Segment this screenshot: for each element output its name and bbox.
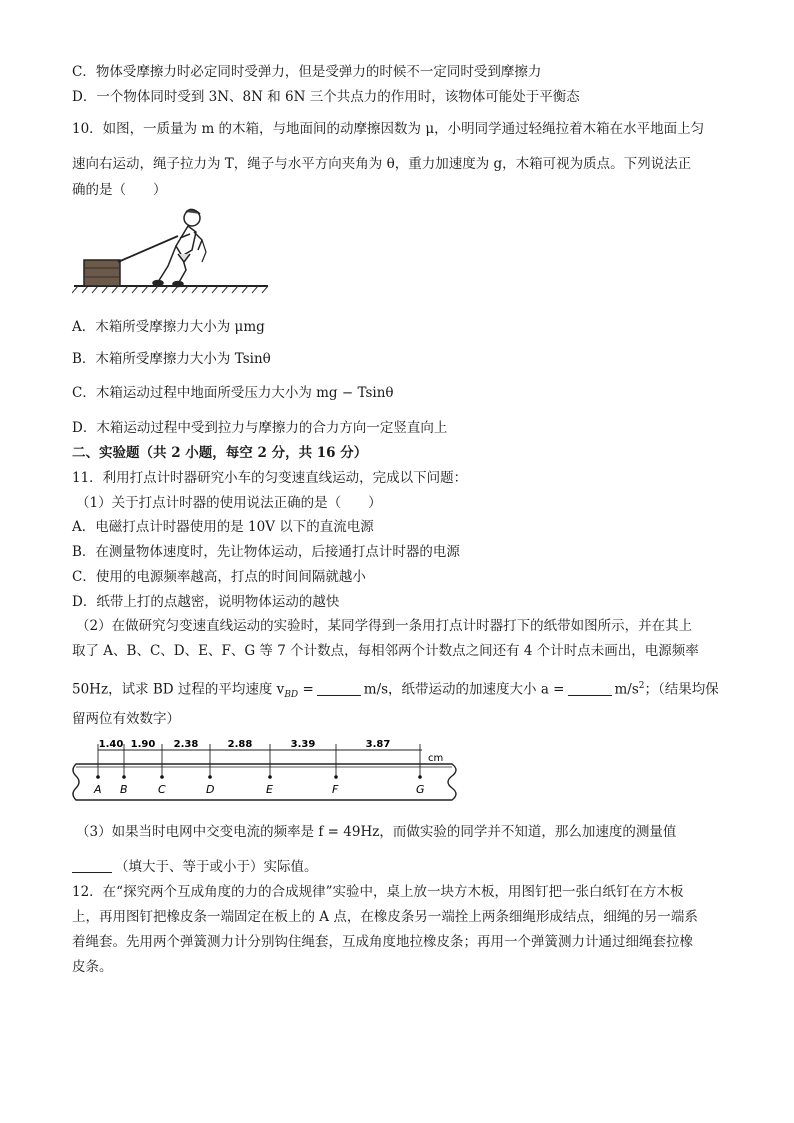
q11-sub2-text-c: m/s，纸带运动的加速度大小 a = (363, 681, 565, 698)
tape-unit-label: cm (428, 753, 444, 764)
q11-sub2-text-b: = (298, 681, 314, 698)
q10-option-a: A．木箱所受摩擦力大小为 μmg (72, 319, 265, 335)
tape-point-label-A: A (94, 783, 102, 796)
boy-figure (153, 209, 206, 286)
q10-stem-line1: 10．如图，一质量为 m 的木箱，与地面间的动摩擦因数为 μ，小明同学通过轻绳拉着木箱在水平地面上匀 (72, 121, 705, 137)
tape-distance-label: 1.40 (98, 739, 124, 750)
tape-point-label-E: E (266, 783, 273, 796)
wooden-box (84, 260, 120, 286)
q11-sub1: （1）关于打点计时器的使用说法正确的是（ ） (76, 495, 382, 511)
acceleration-answer-blank[interactable] (568, 681, 612, 696)
q10-option-d: D．木箱运动过程中受到拉力与摩擦力的合力方向一定竖直向上 (72, 420, 448, 436)
tape-dot-B (122, 775, 126, 779)
tape-dot-C (160, 775, 164, 779)
paper-tape-figure (72, 736, 464, 806)
tape-distance-label: 1.90 (130, 739, 156, 750)
q11-sub2-text-e: ；（结果均保 (644, 681, 719, 698)
rope (118, 236, 178, 262)
tape-point-label-B: B (120, 783, 128, 796)
q11-sub2-line4: 留两位有效数字） (72, 711, 180, 727)
measurement-answer-blank[interactable] (72, 858, 112, 873)
q11-sub1-option-d: D．纸带上打的点越密，说明物体运动的越快 (72, 594, 340, 610)
tape-dot-E (268, 775, 272, 779)
q10-stem-line3: 确的是（ ） (72, 182, 167, 198)
tape-point-label-F: F (332, 783, 339, 796)
unit-superscript: 2 (638, 681, 645, 691)
tape-distance-label: 2.88 (227, 739, 253, 750)
q11-sub3-line2 (72, 857, 318, 877)
q12-line1: 12．在“探究两个互成角度的力的合成规律”实验中，桌上放一块方木板，用图钉把一张白纸钉在方木板 (72, 884, 684, 900)
q10-option-c: C．木箱运动过程中地面所受压力大小为 mg − Tsinθ (72, 385, 394, 401)
ground-hatching (72, 286, 268, 293)
tape-distance-label: 3.87 (365, 739, 391, 750)
q11-sub2-line2: 取了 A、B、C、D、E、F、G 等 7 个计数点，每相邻两个计数点之间还有 4 个计时点未画出，电源频率 (72, 643, 699, 659)
q9-option-d: D．一个物体同时受到 3N、8N 和 6N 三个共点力的作用时，该物体可能处于平衡态 (72, 89, 580, 105)
tape-point-label-C: C (158, 783, 166, 796)
q11-sub1-option-b: B．在测量物体速度时，先让物体运动，后接通打点计时器的电源 (72, 544, 460, 560)
q11-sub2-line1: （2）在做研究匀变速直线运动的实验时，某同学得到一条用打点计时器打下的纸带如图所示，并在其上 (76, 618, 693, 634)
tape-dot-G (418, 775, 422, 779)
tape-point-label-G: G (416, 783, 425, 796)
q11-sub3-text: （填大于、等于或小于）实际值。 (115, 859, 318, 875)
tape-dot-D (208, 775, 212, 779)
tape-dot-F (334, 775, 338, 779)
q12-line4: 皮条。 (72, 959, 113, 975)
vbd-answer-blank[interactable] (317, 681, 361, 696)
q10-stem-line2: 速向右运动，绳子拉力为 T，绳子与水平方向夹角为 θ，重力加速度为 g，木箱可视为质点。下列说法正 (72, 156, 692, 172)
section-heading: 二、实验题（共 2 小题，每空 2 分，共 16 分） (72, 445, 368, 461)
q11-sub1-option-c: C．使用的电源频率越高，打点的时间间隔就越小 (72, 569, 366, 585)
q11-sub1-option-a: A．电磁打点计时器使用的是 10V 以下的直流电源 (72, 519, 374, 535)
q11-sub2-text-a: 50Hz，试求 BD 过程的平均速度 v (72, 681, 285, 698)
q12-line2: 上，再用图钉把橡皮条一端固定在板上的 A 点，在橡皮条另一端拴上两条细绳形成结点，细绳的另一端系 (72, 909, 698, 925)
vbd-subscript: BD (284, 690, 299, 701)
tape-dot-A (96, 775, 100, 779)
q10-option-b: B．木箱所受摩擦力大小为 Tsinθ (72, 351, 271, 367)
q12-line3: 着绳套。先用两个弹簧测力计分别钩住绳套，互成角度地拉橡皮条；再用一个弹簧测力计通过细绳套拉橡 (72, 934, 693, 950)
tape-body (73, 764, 456, 800)
tape-point-label-D: D (206, 783, 215, 796)
q11-stem: 11．利用打点计时器研究小车的匀变速直线运动，完成以下问题： (72, 470, 468, 486)
q11-sub2-text-d: m/s (614, 681, 639, 698)
box-pulling-figure (72, 206, 272, 296)
tape-distance-label: 3.39 (290, 739, 316, 750)
tape-distance-label: 2.38 (173, 739, 199, 750)
q9-option-c: C．物体受摩擦力时必定同时受弹力，但是受弹力的时候不一定同时受到摩擦力 (72, 64, 542, 80)
q11-sub2-line3 (72, 676, 719, 705)
q11-sub3-line1: （3）如果当时电网中交变电流的频率是 f = 49Hz，而做实验的同学并不知道，那么加速度的测量值 (76, 824, 677, 840)
